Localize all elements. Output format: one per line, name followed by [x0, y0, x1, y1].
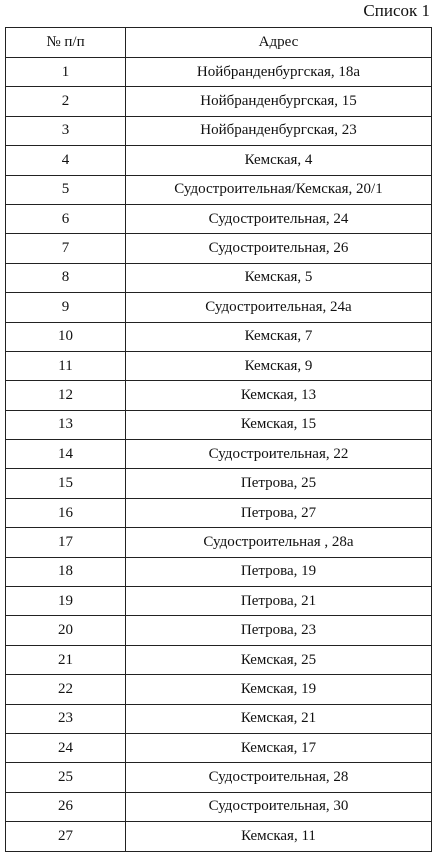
row-address-cell: Судостроительная, 24: [126, 204, 432, 233]
table-row: [6, 587, 432, 616]
row-address-cell: Петрова, 25: [126, 469, 432, 498]
table-row: [6, 175, 432, 204]
row-number-cell: 10: [6, 322, 126, 351]
row-number-cell: 21: [6, 645, 126, 674]
table-row: [6, 792, 432, 821]
row-address-cell: Петрова, 19: [126, 557, 432, 586]
row-address-cell: Судостроительная, 30: [126, 792, 432, 821]
row-number-cell: 22: [6, 675, 126, 704]
row-address-cell: Петрова, 21: [126, 587, 432, 616]
row-address-cell: Кемская, 13: [126, 381, 432, 410]
row-address-cell: Кемская, 21: [126, 704, 432, 733]
row-address-cell: Кемская, 9: [126, 351, 432, 380]
row-number-cell: 4: [6, 146, 126, 175]
list-title: Список 1: [363, 1, 430, 20]
row-address-cell: Кемская, 5: [126, 263, 432, 292]
row-number-cell: 8: [6, 263, 126, 292]
row-address-cell: Судостроительная, 28: [126, 763, 432, 792]
table-row: [6, 822, 432, 851]
row-address-cell: Кемская, 4: [126, 146, 432, 175]
row-number-cell: 9: [6, 293, 126, 322]
table-row: [6, 410, 432, 439]
row-address-cell: Судостроительная, 26: [126, 234, 432, 263]
row-number-cell: 15: [6, 469, 126, 498]
row-address-cell: Судостроительная/Кемская, 20/1: [126, 175, 432, 204]
column-header-number: № п/п: [6, 28, 126, 58]
row-address-cell: Судостроительная, 24а: [126, 293, 432, 322]
table-row: [6, 704, 432, 733]
column-header-address: Адрес: [126, 28, 432, 58]
row-number-cell: 1: [6, 58, 126, 87]
table-row: [6, 498, 432, 527]
table-row: [6, 733, 432, 762]
table-row: [6, 645, 432, 674]
row-number-cell: 6: [6, 204, 126, 233]
row-address-cell: Кемская, 7: [126, 322, 432, 351]
table-row: [6, 351, 432, 380]
table-row: [6, 87, 432, 116]
row-address-cell: Судостроительная, 22: [126, 440, 432, 469]
table-row: [6, 381, 432, 410]
row-number-cell: 16: [6, 498, 126, 527]
address-table: [5, 27, 432, 852]
table-row: [6, 322, 432, 351]
row-address-cell: Нойбранденбургская, 18а: [126, 58, 432, 87]
table-row: [6, 293, 432, 322]
row-number-cell: 3: [6, 116, 126, 145]
row-address-cell: Нойбранденбургская, 15: [126, 87, 432, 116]
table-row: [6, 204, 432, 233]
row-number-cell: 11: [6, 351, 126, 380]
row-address-cell: Судостроительная , 28а: [126, 528, 432, 557]
table-row: [6, 675, 432, 704]
row-number-cell: 7: [6, 234, 126, 263]
row-address-cell: Кемская, 11: [126, 822, 432, 851]
row-number-cell: 24: [6, 733, 126, 762]
table-row: [6, 616, 432, 645]
table-header-row: [6, 28, 432, 58]
table-row: [6, 58, 432, 87]
row-address-cell: Нойбранденбургская, 23: [126, 116, 432, 145]
row-number-cell: 27: [6, 822, 126, 851]
table-row: [6, 440, 432, 469]
row-number-cell: 13: [6, 410, 126, 439]
row-number-cell: 26: [6, 792, 126, 821]
row-address-cell: Кемская, 15: [126, 410, 432, 439]
row-number-cell: 14: [6, 440, 126, 469]
row-number-cell: 17: [6, 528, 126, 557]
row-number-cell: 19: [6, 587, 126, 616]
row-number-cell: 23: [6, 704, 126, 733]
row-address-cell: Кемская, 19: [126, 675, 432, 704]
row-address-cell: Петрова, 27: [126, 498, 432, 527]
table-row: [6, 469, 432, 498]
row-address-cell: Кемская, 25: [126, 645, 432, 674]
row-number-cell: 25: [6, 763, 126, 792]
table-row: [6, 557, 432, 586]
row-number-cell: 20: [6, 616, 126, 645]
table-row: [6, 263, 432, 292]
table-row: [6, 234, 432, 263]
row-address-cell: Кемская, 17: [126, 733, 432, 762]
row-address-cell: Петрова, 23: [126, 616, 432, 645]
row-number-cell: 12: [6, 381, 126, 410]
table-row: [6, 528, 432, 557]
table-row: [6, 763, 432, 792]
row-number-cell: 2: [6, 87, 126, 116]
row-number-cell: 5: [6, 175, 126, 204]
row-number-cell: 18: [6, 557, 126, 586]
table-row: [6, 116, 432, 145]
table-body: [6, 58, 432, 852]
table-row: [6, 146, 432, 175]
